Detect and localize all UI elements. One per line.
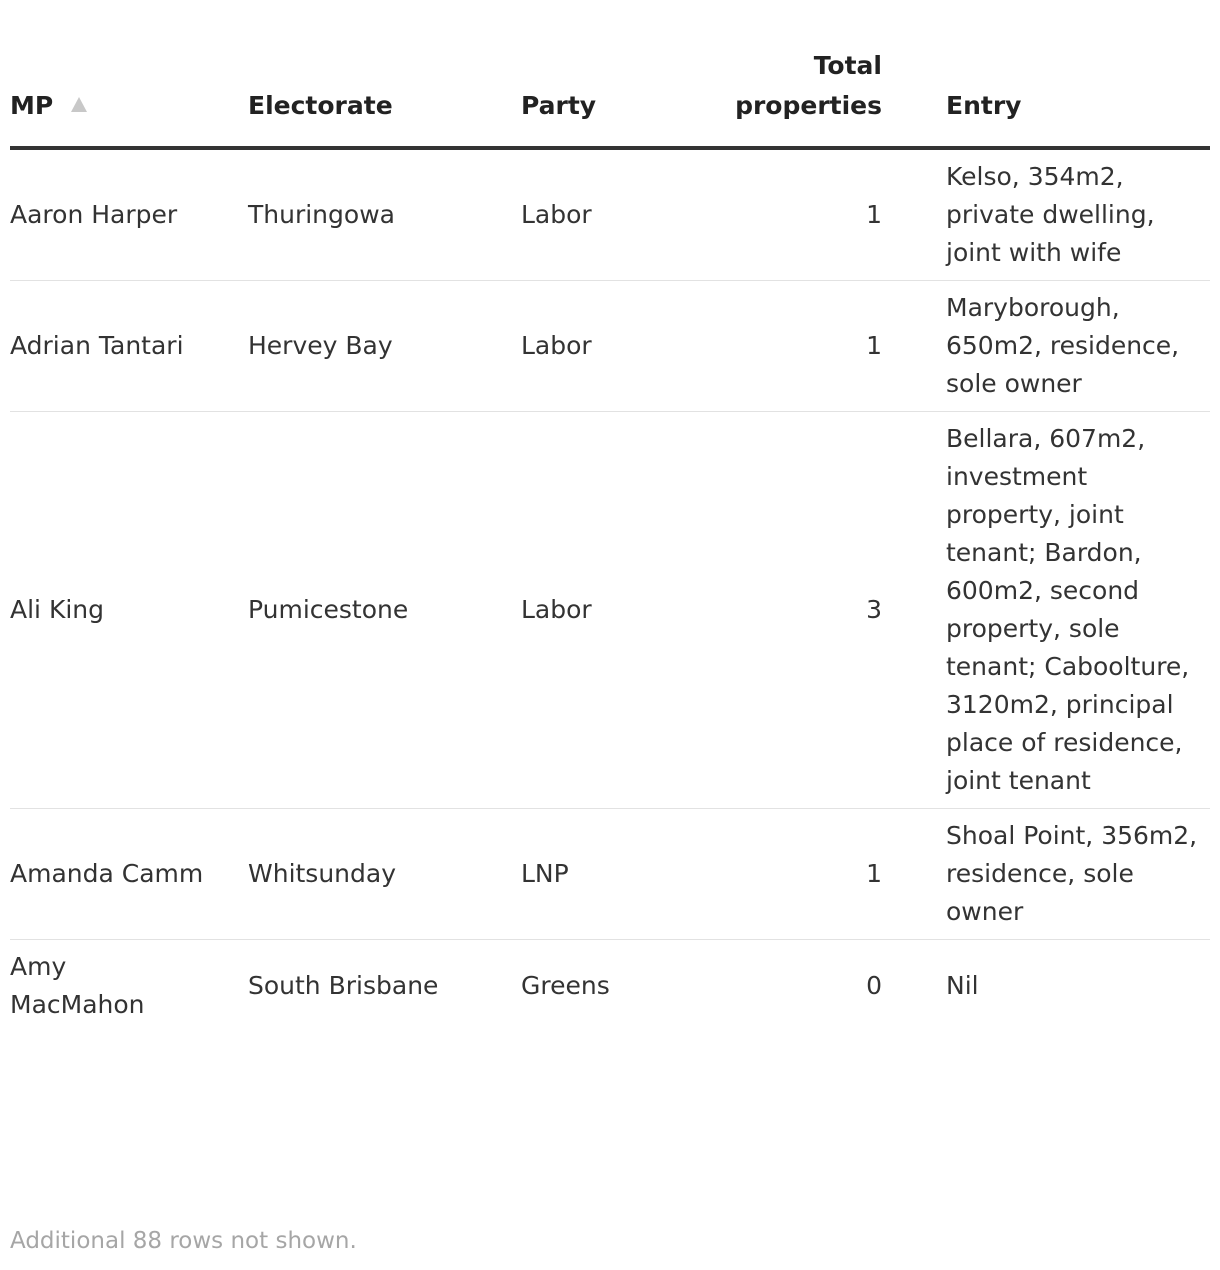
cell-entry: Maryborough, 650m2, residence, sole owner bbox=[946, 281, 1210, 412]
header-row bbox=[10, 0, 1210, 148]
cell-mp: Ali King bbox=[10, 412, 248, 809]
column-header-electorate[interactable] bbox=[248, 0, 521, 148]
cell-total-properties: 0 bbox=[866, 971, 882, 1000]
cell-entry: Bellara, 607m2, investment property, joint tenant; Bardon, 600m2, second property, sole tenant; Caboolture, 3120m2, principal place of residence, joint tenant bbox=[946, 412, 1210, 809]
table-header bbox=[10, 0, 1210, 148]
table-row bbox=[10, 940, 1210, 1033]
cell-party: Labor bbox=[521, 148, 696, 281]
column-header-total-properties-label-line2: properties bbox=[735, 91, 882, 120]
mp-properties-table bbox=[10, 0, 1210, 1032]
table-row bbox=[10, 148, 1210, 281]
column-header-entry[interactable] bbox=[946, 0, 1210, 148]
column-header-total-properties[interactable] bbox=[696, 0, 946, 148]
sort-ascending-icon bbox=[71, 97, 87, 112]
column-header-electorate-label: Electorate bbox=[248, 91, 393, 120]
column-header-entry-label: Entry bbox=[946, 91, 1022, 120]
cell-mp: Amanda Camm bbox=[10, 809, 248, 940]
cell-party: LNP bbox=[521, 809, 696, 940]
cell-entry: Nil bbox=[946, 971, 979, 1000]
cell-party: Greens bbox=[521, 971, 610, 1000]
cell-electorate: Pumicestone bbox=[248, 412, 521, 809]
cell-electorate: Hervey Bay bbox=[248, 281, 521, 412]
column-header-mp-label: MP bbox=[10, 91, 54, 120]
column-header-total-properties-label-line1: Total bbox=[813, 51, 882, 80]
column-header-mp[interactable] bbox=[10, 0, 248, 148]
table-row bbox=[10, 281, 1210, 412]
rows-not-shown-note: Additional 88 rows not shown. bbox=[10, 1228, 357, 1254]
cell-total-properties: 1 bbox=[696, 281, 946, 412]
cell-mp: Aaron Harper bbox=[10, 148, 248, 281]
cell-entry: Shoal Point, 356m2, residence, sole owner bbox=[946, 809, 1210, 940]
column-header-party-label: Party bbox=[521, 91, 597, 120]
table-row bbox=[10, 809, 1210, 940]
cell-total-properties: 1 bbox=[696, 809, 946, 940]
table-container bbox=[10, 0, 1210, 1032]
cell-electorate: Thuringowa bbox=[248, 148, 521, 281]
cell-electorate: South Brisbane bbox=[248, 971, 439, 1000]
cell-mp: Amy MacMahon bbox=[10, 952, 145, 1019]
cell-electorate: Whitsunday bbox=[248, 809, 521, 940]
table-body bbox=[10, 148, 1210, 1032]
cell-total-properties: 3 bbox=[696, 412, 946, 809]
table-row bbox=[10, 412, 1210, 809]
cell-entry: Kelso, 354m2, private dwelling, joint with wife bbox=[946, 148, 1210, 281]
cell-mp: Adrian Tantari bbox=[10, 281, 248, 412]
cell-total-properties: 1 bbox=[696, 148, 946, 281]
column-header-party[interactable] bbox=[521, 0, 696, 148]
cell-party: Labor bbox=[521, 281, 696, 412]
cell-party: Labor bbox=[521, 412, 696, 809]
